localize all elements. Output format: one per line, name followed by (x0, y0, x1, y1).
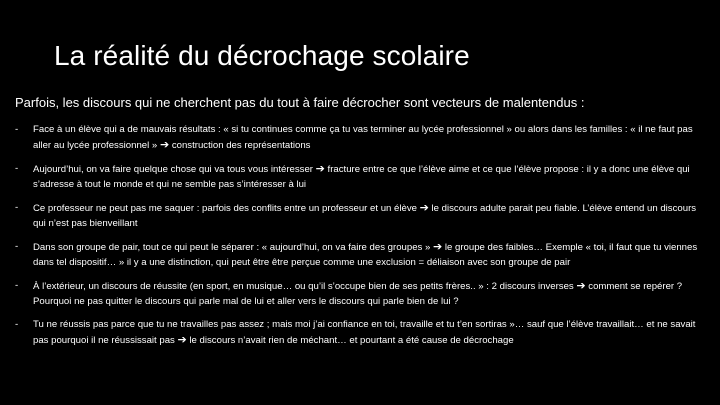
bullet-item (15, 201, 710, 231)
bullet-text-continued: construction des représentations (169, 139, 311, 151)
arrow-icon: ➔ (315, 163, 325, 175)
bullet-text-continued: fracture entre ce que l’élève aime et ce que l’élève propose : il y a donc une élève qui s’adresse à tout le monde et qui ne semble pas s’intéresser à lui (33, 164, 690, 190)
slide-intro: Parfois, les discours qui ne cherchent pas du tout à faire décrocher sont vecteurs de malentendus : (15, 95, 585, 110)
bullet-text-continued: le groupe des faibles… Exemple « toi, il faut que tu viennes dans tel dispositif… » il y a une distinction, qui peut être être perçue comme une exclusion = déliaison avec son groupe de pair (33, 242, 698, 268)
bullet-marker: - (15, 202, 19, 213)
slide-title: La réalité du décrochage scolaire (54, 40, 470, 71)
bullet-text: À l’extérieur, un discours de réussite (en sport, en musique… ou qu’il s’occupe bien de ses petits frères.. » : 2 discours inverses (33, 281, 577, 292)
bullet-item (15, 240, 710, 270)
bullet-text: Face à un élève qui a de mauvais résultats : « si tu continues comme ça tu vas terminer au lycée professionnel » ou alors dans les familles : « il ne faut pas aller au lycée professionnel » (33, 124, 693, 151)
bullet-item (15, 123, 710, 153)
bullet-text-continued: comment se repérer ? Pourquoi ne pas quitter le discours qui parle mal de lui et aller vers le discours qui parle bien de lui ? (33, 281, 683, 307)
bullet-marker: - (15, 163, 19, 174)
bullet-text: Dans son groupe de pair, tout ce qui peut le séparer : « aujourd’hui, on va faire des groupes » (33, 242, 433, 253)
bullet-item (15, 318, 710, 348)
bullet-item (15, 279, 710, 309)
bullet-text: Tu ne réussis pas parce que tu ne travailles pas assez ; mais moi j’ai confiance en toi, travaille et tu t’en sortiras »… sauf que l’élève travaillait… et ne savait pas pourquoi il ne réussissait pas (33, 319, 696, 346)
bullet-marker: - (15, 241, 19, 252)
bullet-text-continued: le discours n’avait rien de méchant… et pourtant a été cause de décrochage (186, 334, 514, 346)
arrow-icon: ➔ (576, 280, 586, 292)
arrow-icon: ➔ (419, 202, 429, 214)
bullet-item (15, 162, 710, 192)
bullet-marker: - (15, 280, 19, 291)
arrow-icon: ➔ (433, 241, 443, 253)
bullet-text: Ce professeur ne peut pas me saquer : parfois des conflits entre un professeur et un élève (33, 203, 420, 214)
arrow-icon: ➔ (159, 138, 170, 151)
bullet-marker: - (15, 124, 19, 135)
arrow-icon: ➔ (177, 333, 187, 346)
bullet-text-continued: le discours adulte parait peu fiable. L’élève entend un discours qui n’est pas bienveillant (33, 203, 697, 229)
bullet-text: Aujourd’hui, on va faire quelque chose qui va tous vous intéresser (33, 164, 316, 175)
bullet-marker: - (15, 319, 19, 330)
bullet-list (15, 123, 710, 357)
